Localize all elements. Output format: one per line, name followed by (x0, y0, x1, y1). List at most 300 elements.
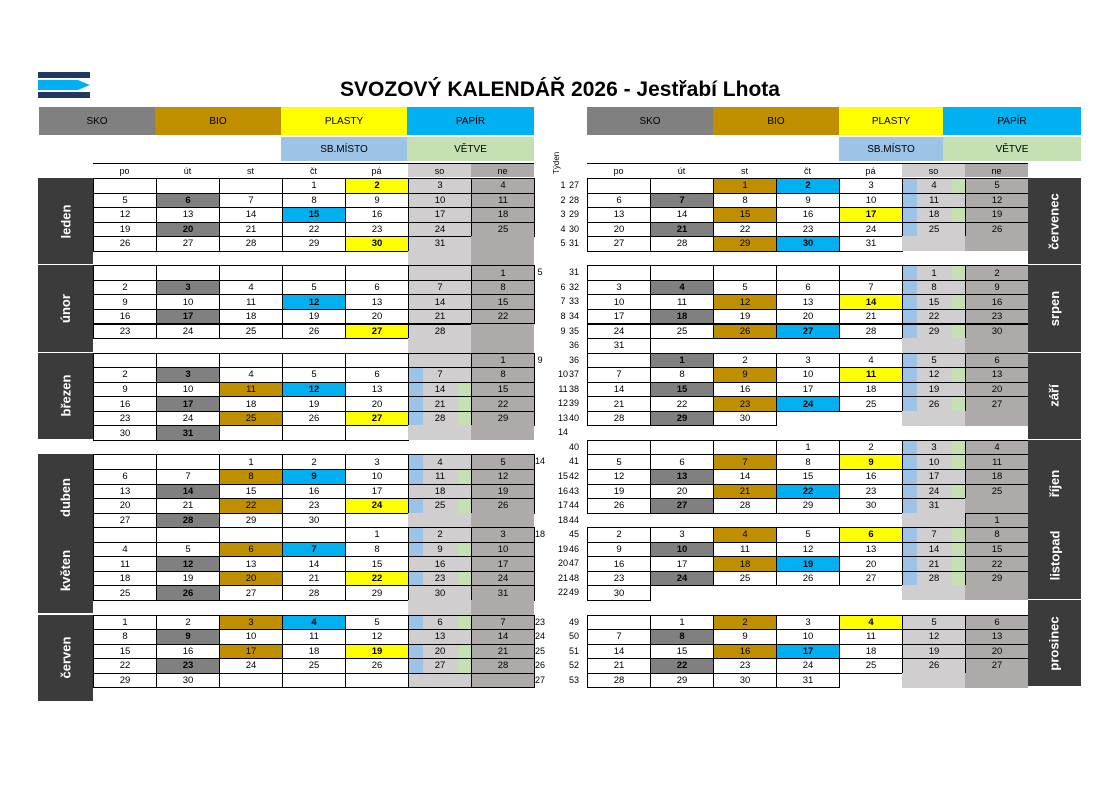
weekend-fill (965, 673, 1028, 688)
day-cell: 4 (93, 542, 157, 558)
day-cell: 30 (965, 324, 1029, 340)
day-cell: 26 (587, 498, 651, 514)
day-cell: 17 (839, 207, 903, 223)
day-cell: 24 (839, 222, 903, 238)
day-cell: 10 (408, 193, 472, 209)
day-cell: 17 (776, 382, 840, 398)
month-label-listopad: listopad (1028, 513, 1081, 600)
day-cell: 25 (965, 484, 1029, 500)
day-cell: 3 (587, 280, 651, 296)
day-cell: 17 (156, 396, 220, 412)
day-cell: 19 (471, 484, 535, 500)
day-cell: 30 (408, 585, 472, 601)
day-cell: 25 (839, 396, 903, 412)
day-cell: 18 (282, 644, 346, 660)
day-cell: 7 (839, 280, 903, 296)
day-cell (408, 673, 472, 689)
day-cell (93, 527, 157, 543)
day-cell: 8 (902, 280, 966, 296)
day-cell: 5 (156, 542, 220, 558)
day-cell (650, 440, 714, 456)
day-cell: 29 (282, 236, 346, 252)
day-cell: 25 (902, 222, 966, 238)
day-cell: 28 (408, 411, 472, 427)
day-cell: 27 (965, 658, 1029, 674)
month-label-prosinec: prosinec (1028, 600, 1081, 687)
week-number: 40 (568, 412, 579, 423)
day-cell: 24 (408, 222, 472, 238)
day-cell: 20 (93, 498, 157, 514)
day-cell: 6 (219, 542, 283, 558)
weekend-fill (902, 411, 965, 426)
day-cell: 14 (156, 484, 220, 500)
day-cell (587, 178, 651, 194)
day-cell: 17 (471, 556, 535, 572)
day-cell: 7 (587, 367, 651, 383)
day-cell: 20 (965, 382, 1029, 398)
day-cell: 17 (650, 556, 714, 572)
day-cell: 27 (345, 411, 409, 427)
legend-plasty-right: PLASTY (839, 107, 943, 135)
week-number: 14 (557, 427, 568, 438)
day-cell: 2 (965, 265, 1029, 281)
day-cell: 15 (471, 294, 535, 310)
day-cell: 22 (713, 222, 777, 238)
day-cell: 14 (902, 542, 966, 558)
day-cell: 8 (471, 367, 535, 383)
day-cell: 7 (408, 367, 472, 383)
legend-papir-right: PAPÍR (943, 107, 1081, 135)
day-cell: 10 (650, 542, 714, 558)
day-header-left-5: so (408, 163, 471, 177)
day-cell: 1 (93, 615, 157, 631)
day-cell: 1 (965, 513, 1029, 529)
day-cell (713, 440, 777, 456)
day-cell: 22 (902, 309, 966, 325)
week-number: 23 (534, 616, 545, 627)
day-cell: 24 (156, 411, 220, 427)
day-cell: 27 (776, 324, 840, 340)
day-cell: 19 (776, 556, 840, 572)
week-number: 4 (560, 223, 566, 234)
day-cell: 28 (839, 324, 903, 340)
day-cell: 29 (219, 513, 283, 529)
week-label: Týden (552, 151, 561, 174)
day-cell: 23 (713, 658, 777, 674)
day-cell: 26 (156, 585, 220, 601)
day-cell: 17 (219, 644, 283, 660)
day-cell: 13 (776, 294, 840, 310)
weekend-fill (471, 600, 534, 615)
day-cell: 29 (345, 585, 409, 601)
day-cell (345, 673, 409, 689)
day-cell: 15 (282, 207, 346, 223)
week-number: 25 (534, 645, 545, 656)
day-cell: 5 (587, 454, 651, 470)
day-cell: 20 (219, 571, 283, 587)
week-number: 27 (568, 180, 579, 190)
week-number: 45 (568, 529, 579, 540)
week-number: 18 (557, 514, 568, 525)
day-cell: 10 (156, 382, 220, 398)
day-cell: 6 (408, 615, 472, 631)
day-cell: 15 (776, 469, 840, 485)
weekend-fill (408, 251, 471, 266)
day-cell: 31 (156, 425, 220, 441)
week-number: 29 (568, 209, 579, 220)
day-cell: 5 (471, 454, 535, 470)
day-cell: 2 (776, 178, 840, 194)
day-cell: 23 (776, 222, 840, 238)
day-cell: 23 (282, 498, 346, 514)
day-cell: 31 (902, 498, 966, 514)
day-cell: 17 (902, 469, 966, 485)
day-cell (219, 425, 283, 441)
month-label-duben: duben (38, 454, 93, 541)
day-cell: 7 (650, 193, 714, 209)
day-cell: 24 (219, 658, 283, 674)
day-cell: 28 (587, 673, 651, 689)
weekend-fill (471, 338, 534, 353)
day-cell: 1 (345, 527, 409, 543)
day-cell: 30 (345, 236, 409, 252)
day-cell (93, 265, 157, 281)
day-cell: 19 (282, 309, 346, 325)
day-cell: 1 (776, 440, 840, 456)
week-number: 26 (534, 660, 545, 671)
day-cell: 23 (345, 222, 409, 238)
day-cell: 13 (839, 542, 903, 558)
day-cell: 5 (776, 527, 840, 543)
day-cell: 13 (93, 484, 157, 500)
day-cell: 9 (713, 367, 777, 383)
week-number: 42 (568, 471, 579, 481)
day-cell: 14 (282, 556, 346, 572)
day-cell (713, 265, 777, 281)
month-label-červenec: červenec (1028, 178, 1081, 265)
day-cell: 7 (471, 615, 535, 631)
day-cell: 2 (587, 527, 651, 543)
day-cell: 22 (965, 556, 1029, 572)
day-cell: 30 (282, 513, 346, 529)
legend-papir: PAPÍR (407, 107, 534, 135)
weekend-fill (902, 513, 965, 528)
day-cell: 10 (776, 629, 840, 645)
month-label-leden: leden (38, 178, 93, 265)
week-number: 12 (557, 398, 568, 409)
day-cell: 31 (408, 236, 472, 252)
day-cell: 27 (587, 236, 651, 252)
day-cell: 29 (713, 236, 777, 252)
day-cell: 23 (713, 396, 777, 412)
day-cell (156, 178, 220, 194)
week-number: 49 (568, 587, 579, 598)
day-cell: 25 (471, 222, 535, 238)
day-cell: 1 (282, 178, 346, 194)
week-number: 27 (534, 674, 545, 685)
week-number: 21 (557, 572, 568, 583)
weekend-fill (471, 425, 534, 440)
week-number: 30 (568, 223, 579, 234)
day-cell: 14 (713, 469, 777, 485)
day-cell: 5 (345, 615, 409, 631)
day-cell: 22 (650, 658, 714, 674)
day-cell: 6 (156, 193, 220, 209)
day-cell: 3 (408, 178, 472, 194)
day-cell: 30 (839, 498, 903, 514)
day-cell: 5 (965, 178, 1029, 194)
day-cell: 16 (587, 556, 651, 572)
day-cell: 9 (93, 382, 157, 398)
day-cell: 15 (219, 484, 283, 500)
legend-sko-right: SKO (587, 107, 713, 135)
day-cell: 22 (219, 498, 283, 514)
week-number: 36 (568, 354, 579, 365)
day-cell (219, 265, 283, 281)
day-cell: 24 (776, 658, 840, 674)
week-number: 20 (557, 558, 568, 569)
day-cell: 24 (156, 324, 220, 340)
month-label-červen: červen (38, 615, 93, 702)
day-cell: 14 (587, 382, 651, 398)
week-number: 1 (560, 180, 566, 190)
day-cell: 13 (345, 294, 409, 310)
day-cell: 23 (93, 411, 157, 427)
day-cell: 16 (282, 484, 346, 500)
day-cell: 3 (839, 178, 903, 194)
day-cell: 26 (282, 411, 346, 427)
week-number: 53 (568, 674, 579, 685)
day-cell: 20 (345, 309, 409, 325)
day-cell: 18 (839, 644, 903, 660)
day-cell: 14 (587, 644, 651, 660)
day-cell: 4 (219, 367, 283, 383)
day-cell: 7 (156, 469, 220, 485)
week-number: 31 (568, 238, 579, 249)
day-cell: 1 (902, 265, 966, 281)
day-cell: 14 (408, 382, 472, 398)
day-cell: 12 (93, 207, 157, 223)
day-cell (587, 440, 651, 456)
day-cell: 9 (713, 629, 777, 645)
day-cell: 11 (219, 294, 283, 310)
day-header-left-3: čt (282, 163, 345, 177)
day-cell: 8 (965, 527, 1029, 543)
day-cell: 25 (713, 571, 777, 587)
day-cell: 18 (219, 396, 283, 412)
day-cell (345, 425, 409, 441)
day-cell: 22 (471, 309, 535, 325)
day-cell (282, 527, 346, 543)
weekend-fill (408, 513, 471, 528)
day-cell: 19 (345, 644, 409, 660)
day-cell: 2 (408, 527, 472, 543)
day-cell: 31 (587, 338, 651, 354)
day-cell: 1 (713, 178, 777, 194)
week-number: 2 (560, 194, 566, 205)
day-cell: 28 (587, 411, 651, 427)
day-cell: 22 (282, 222, 346, 238)
day-cell: 29 (93, 673, 157, 689)
day-cell: 12 (713, 294, 777, 310)
week-number: 36 (568, 340, 579, 351)
day-cell (156, 353, 220, 369)
day-cell: 18 (965, 469, 1029, 485)
day-cell: 10 (156, 294, 220, 310)
day-cell: 8 (776, 454, 840, 470)
day-cell: 16 (713, 382, 777, 398)
week-number: 34 (568, 310, 579, 321)
day-cell (839, 265, 903, 281)
day-cell: 6 (965, 615, 1029, 631)
weekend-fill (408, 425, 471, 440)
weekend-fill (471, 324, 534, 339)
day-cell: 26 (282, 324, 346, 340)
day-cell: 5 (93, 193, 157, 209)
week-number: 51 (568, 645, 579, 656)
week-number: 32 (568, 281, 579, 292)
day-cell: 22 (471, 396, 535, 412)
day-cell: 18 (713, 556, 777, 572)
day-cell: 31 (839, 236, 903, 252)
day-cell: 15 (650, 644, 714, 660)
week-number: 35 (568, 325, 579, 336)
day-cell (471, 673, 535, 689)
day-cell: 14 (408, 294, 472, 310)
day-cell: 23 (587, 571, 651, 587)
day-cell: 4 (839, 353, 903, 369)
day-cell: 3 (156, 367, 220, 383)
week-number: 40 (568, 441, 579, 452)
legend-plasty: PLASTY (281, 107, 407, 135)
day-cell: 18 (902, 207, 966, 223)
day-cell: 3 (650, 527, 714, 543)
day-cell: 2 (93, 367, 157, 383)
day-cell: 16 (93, 309, 157, 325)
day-cell: 20 (965, 644, 1029, 660)
day-cell: 4 (650, 280, 714, 296)
day-cell: 7 (587, 629, 651, 645)
day-cell: 9 (345, 193, 409, 209)
day-cell: 5 (902, 353, 966, 369)
week-number: 11 (558, 383, 568, 394)
day-cell: 5 (713, 280, 777, 296)
day-cell (219, 353, 283, 369)
day-cell: 17 (587, 309, 651, 325)
day-cell: 4 (713, 527, 777, 543)
day-cell: 6 (776, 280, 840, 296)
day-cell: 18 (650, 309, 714, 325)
day-cell: 20 (587, 222, 651, 238)
day-cell: 13 (219, 556, 283, 572)
day-cell: 28 (156, 513, 220, 529)
day-cell (345, 265, 409, 281)
day-cell: 30 (93, 425, 157, 441)
day-cell: 16 (93, 396, 157, 412)
day-cell: 30 (713, 673, 777, 689)
weekend-fill (965, 498, 1028, 513)
week-number: 16 (557, 485, 568, 496)
weekend-fill (471, 236, 534, 251)
week-number: 7 (560, 296, 566, 307)
day-cell: 13 (965, 367, 1029, 383)
day-cell: 11 (282, 629, 346, 645)
day-cell: 6 (839, 527, 903, 543)
day-cell: 24 (776, 396, 840, 412)
day-cell: 14 (219, 207, 283, 223)
day-cell: 11 (93, 556, 157, 572)
day-cell: 10 (839, 193, 903, 209)
day-cell: 9 (776, 193, 840, 209)
day-cell: 1 (650, 615, 714, 631)
day-cell: 8 (713, 193, 777, 209)
legend-bio-right: BIO (713, 107, 839, 135)
day-cell: 9 (839, 454, 903, 470)
day-cell: 11 (219, 382, 283, 398)
day-cell: 13 (156, 207, 220, 223)
day-cell: 20 (776, 309, 840, 325)
day-cell (219, 527, 283, 543)
day-cell: 17 (408, 207, 472, 223)
day-cell: 17 (345, 484, 409, 500)
week-number: 19 (557, 543, 568, 554)
day-cell: 10 (776, 367, 840, 383)
day-cell: 26 (471, 498, 535, 514)
day-cell: 7 (902, 527, 966, 543)
day-cell: 1 (219, 454, 283, 470)
day-cell: 8 (93, 629, 157, 645)
day-cell: 23 (965, 309, 1029, 325)
day-cell: 2 (713, 615, 777, 631)
day-cell: 15 (902, 294, 966, 310)
day-cell: 25 (93, 585, 157, 601)
day-cell: 28 (408, 324, 472, 340)
day-cell: 25 (282, 658, 346, 674)
weekend-fill (902, 236, 965, 251)
day-cell: 26 (713, 324, 777, 340)
day-cell (156, 454, 220, 470)
day-cell: 11 (713, 542, 777, 558)
day-cell: 17 (776, 644, 840, 660)
day-cell: 22 (650, 396, 714, 412)
day-cell: 19 (156, 571, 220, 587)
day-cell: 19 (93, 222, 157, 238)
day-cell: 25 (650, 324, 714, 340)
week-number: 33 (568, 296, 579, 307)
day-cell: 17 (156, 309, 220, 325)
weekend-fill (965, 411, 1028, 426)
week-number: 44 (568, 514, 579, 525)
day-cell: 31 (776, 673, 840, 689)
week-number: 41 (568, 456, 579, 467)
day-cell: 5 (282, 280, 346, 296)
day-cell: 13 (345, 382, 409, 398)
day-cell: 29 (902, 324, 966, 340)
day-cell: 28 (471, 658, 535, 674)
day-cell: 10 (587, 294, 651, 310)
weekend-fill (965, 338, 1028, 353)
day-cell: 2 (282, 454, 346, 470)
day-cell: 11 (965, 454, 1029, 470)
day-cell: 6 (650, 454, 714, 470)
day-cell (93, 178, 157, 194)
week-number: 37 (568, 369, 579, 380)
day-cell: 2 (839, 440, 903, 456)
week-number: 18 (534, 529, 545, 540)
legend-sbmisto-right: SB.MÍSTO (839, 137, 943, 161)
month-label-říjen: říjen (1028, 440, 1081, 527)
day-cell: 11 (650, 294, 714, 310)
